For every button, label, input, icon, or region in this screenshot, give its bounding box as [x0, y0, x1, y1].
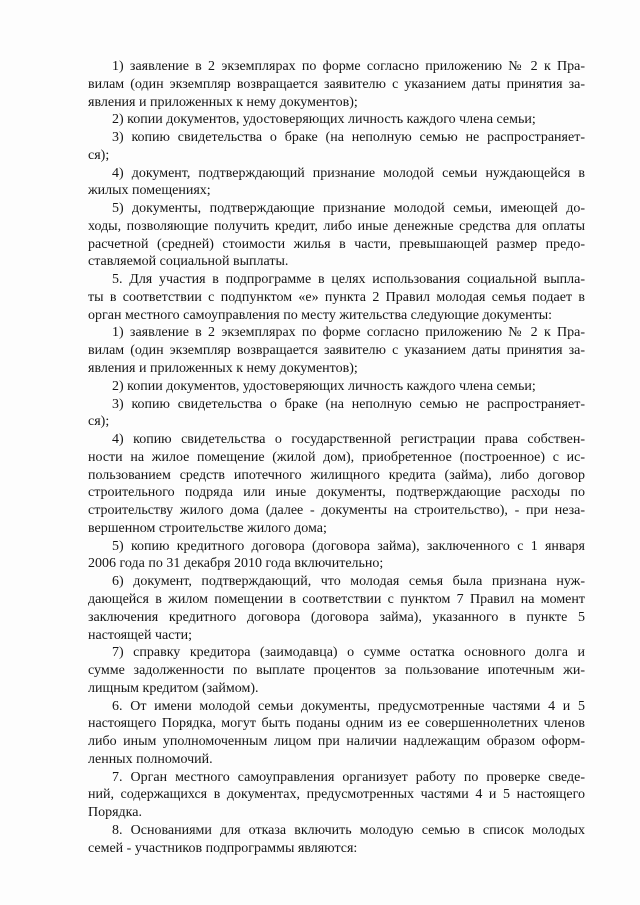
text-line: 7) справку кредитора (заимодавца) о сумме остатка основного долга и: [112, 645, 585, 661]
text-line: ся);: [88, 414, 110, 430]
text-line: 4) копию свидетельства о государственной регистрации права собствен-: [112, 432, 585, 448]
text-line: 2) копии документов, удостоверяющих личность каждого члена семьи;: [112, 112, 536, 128]
text-line: сумме задолженности по выплате процентов за пользование ипотечным жи-: [88, 663, 585, 679]
text-line: явления и приложенных к нему документов);: [88, 361, 358, 377]
text-line: Порядка.: [88, 805, 142, 821]
text-line: семей - участников подпрограммы являются:: [88, 840, 358, 856]
paragraph-list-item-6: [88, 573, 585, 644]
paragraph-list-item-3: [88, 129, 585, 165]
text-line: настоящей части;: [88, 627, 192, 643]
text-line: лищным кредитом (займом).: [88, 680, 259, 696]
text-line: ходы, позволяющие получить кредит, либо иные денежные средства для оплаты: [88, 218, 585, 234]
text-line: ности на жилое помещение (жилой дом), приобретенное (построенное) с ис-: [88, 449, 585, 465]
text-line: 1) заявление в 2 экземплярах по форме согласно приложению № 2 к Пра-: [112, 59, 585, 74]
text-line: 8. Основаниями для отказа включить молодую семью в список молодых: [112, 822, 585, 838]
text-line: вершенном строительстве жилого дома;: [88, 520, 327, 536]
text-line: заключения кредитного договора (договора займа), указанного в пункте 5: [88, 609, 585, 625]
section-paragraph-5: [88, 271, 585, 324]
text-line: расчетной (средней) стоимости жилья в части, превышающей размер предо-: [88, 236, 585, 252]
paragraph-list-item-5: [88, 538, 585, 574]
document-body: [88, 58, 585, 857]
text-line: 2) копии документов, удостоверяющих личность каждого члена семьи;: [112, 378, 536, 394]
text-line: жилых помещениях;: [88, 183, 211, 199]
text-line: 6) документ, подтверждающий, что молодая семья была признана нуж-: [112, 574, 585, 590]
paragraph-list-item-3: [88, 396, 585, 432]
text-line: строительного подряда или иные документы, подтверждающие расходы по: [88, 485, 585, 501]
section-paragraph-7: [88, 769, 585, 822]
section-paragraph-8: [88, 822, 585, 858]
paragraph-list-item-2: [88, 111, 585, 129]
text-line: либо иным уполномоченным лицом при наличии надлежащим образом оформ-: [88, 734, 585, 750]
text-line: 5) копию кредитного договора (договора займа), заключенного с 1 января: [112, 538, 585, 554]
text-line: настоящего Порядка, могут быть поданы одним из ее совершеннолетних членов: [88, 716, 585, 732]
text-line: 5) документы, подтверждающие признание молодой семьи, имеющей до-: [112, 201, 585, 217]
text-line: ставляемой социальной выплаты.: [88, 254, 289, 270]
text-line: 6. От имени молодой семьи документы, предусмотренные частями 4 и 5: [112, 698, 585, 714]
paragraph-list-item-2: [88, 378, 585, 396]
text-line: 3) копию свидетельства о браке (на неполную семью не распространяет-: [112, 130, 585, 146]
paragraph-list-item-4: [88, 431, 585, 538]
text-line: 5. Для участия в подпрограмме в целях использования социальной выпла-: [112, 272, 585, 288]
text-line: 1) заявление в 2 экземплярах по форме согласно приложению № 2 к Пра-: [112, 325, 585, 341]
text-line: 3) копию свидетельства о браке (на неполную семью не распространяет-: [112, 396, 585, 412]
text-line: 4) документ, подтверждающий признание молодой семьи нуждающейся в: [112, 165, 585, 181]
text-line: вилам (один экземпляр возвращается заявителю с указанием даты принятия за-: [88, 343, 585, 359]
text-line: ленных полномочий.: [88, 751, 213, 767]
text-line: 2006 года по 31 декабря 2010 года включительно;: [88, 556, 384, 572]
text-line: ний, содержащихся в документах, предусмотренных частями 4 и 5 настоящего: [88, 787, 585, 803]
paragraph-list-item-5: [88, 200, 585, 271]
text-line: 7. Орган местного самоуправления организует работу по проверке сведе-: [112, 769, 585, 785]
paragraph-list-item-1: [88, 324, 585, 377]
text-line: пользованием средств ипотечного жилищного кредита (займа), либо договор: [88, 467, 585, 483]
text-line: орган местного самоуправления по месту жительства следующие документы:: [88, 307, 552, 323]
paragraph-list-item-4: [88, 165, 585, 201]
text-line: явления и приложенных к нему документов);: [88, 94, 358, 110]
section-paragraph-6: [88, 698, 585, 769]
text-line: ты в соответствии с подпунктом «е» пункта 2 Правил молодая семья подает в: [88, 289, 585, 305]
paragraph-list-item-7: [88, 644, 585, 697]
text-line: вилам (один экземпляр возвращается заявителю с указанием даты принятия за-: [88, 76, 585, 92]
text-line: дающейся в жилом помещении в соответствии с пунктом 7 Правил на момент: [88, 591, 585, 607]
text-line: ся);: [88, 147, 110, 163]
paragraph-list-item-1: [88, 58, 585, 111]
text-line: строительству жилого дома (далее - документы на строительство), - при неза-: [88, 503, 585, 519]
